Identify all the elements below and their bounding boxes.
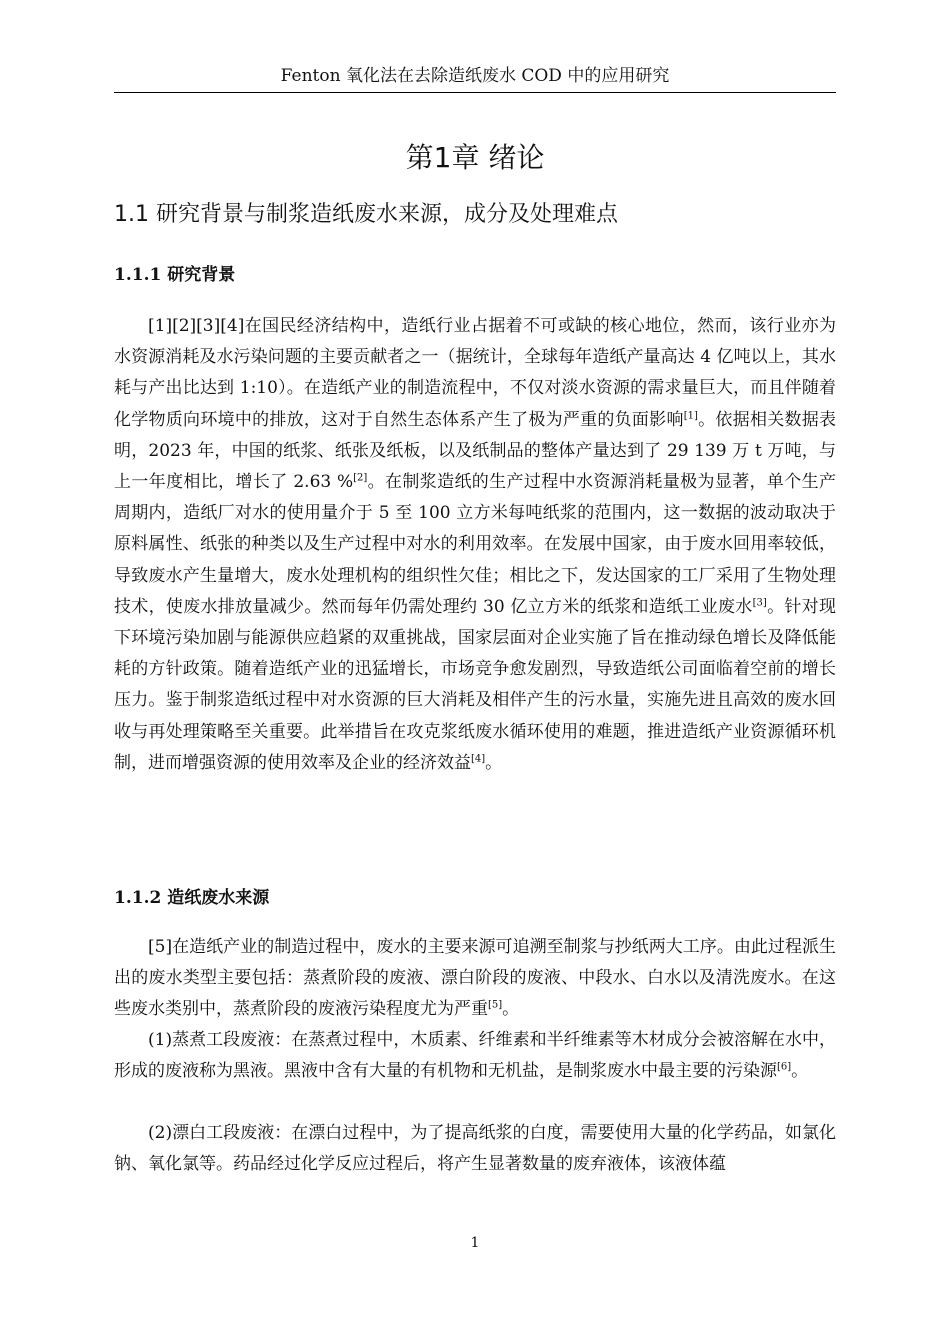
wastewater-sources-paragraph [114,932,836,1026]
paragraph-text [114,1118,836,1180]
paragraph-text-part: 。在制浆造纸的生产过程中水资源消耗量极为显著，单个生产周期内，造纸厂对水的使用量介于 5 至 100 立方米每吨纸浆的范围内，这一数据的波动取决于原料属性、纸张的种类以及生产过程中对水的利用效率。在发展中国家，由于废水回用率较低，导致废水产生量增大，废水处理机构的组织性欠佳；相比之下，发达国家的工厂采用了生物处理技术，使废水排放量减少。然而每年仍需处理约 30 亿立方米的纸浆和造纸工业废水 [114,472,836,617]
paragraph-text-part: 。依据相关数据表明，2023 年，中国的纸浆、纸张及纸板，以及纸制品的整体产量达到了 29 139 万 t 万吨，与上一年度相比，增长了 2.63 % [114,409,837,493]
paragraph-text-part: [5]在造纸产业的制造过程中，废水的主要来源可追溯至制浆与抄纸两大工序。由此过程派生出的废水类型主要包括：蒸煮阶段的废液、漂白阶段的废液、中段水、白水以及清洗废水。在这些废水类别中，蒸煮阶段的废液污染程度尤为严重 [114,937,836,1020]
paragraph-text-part: [1][2][3][4]在国民经济结构中，造纸行业占据着不可或缺的核心地位，然而，该行业亦为水资源消耗及水污染问题的主要贡献者之一（据统计，全球每年造纸产量高达 4 亿吨以上，其水耗与产出比达到 1:10）。在造纸产业的制造流程中，不仅对淡水资源的需求量巨大，而且伴随着化学物质向环境中的排放，这对于自然生态体系产生了极为严重的负面影响 [114,316,836,430]
research-background-paragraph [114,311,836,779]
paragraph-text-part: 。 [502,999,520,1020]
citation-reference: [6] [777,1061,792,1073]
bleaching-section-waste-liquid-paragraph [114,1118,836,1180]
chapter-title: 第1章 绪论 [405,141,545,174]
paragraph-text-part: 。针对现下环境污染加剧与能源供应趋紧的双重挑战，国家层面对企业实施了旨在推动绿色增长及降低能耗的方针政策。随着造纸产业的迅猛增长，市场竞争愈发剧烈，导致造纸公司面临着空前的增长压力。鉴于制浆造纸过程中对水资源的巨大消耗及相伴产生的污水量，实施先进且高效的废水回收与再处理策略至关重要。此举措旨在攻克浆纸废水循环使用的难题，推进造纸产业资源循环机制，进而增强资源的使用效率及企业的经济效益 [114,596,836,773]
paragraph-text-part: (2)漂白工段废液：在漂白过程中，为了提高纸浆的白度，需要使用大量的化学药品，如氯化钠、氧化氯等。药品经过化学反应过程后，将产生显著数量的废弃液体，该液体蕴 [114,1123,836,1175]
section-title: 1.1 研究背景与制浆造纸废水来源，成分及处理难点 [114,202,618,227]
citation-reference: [1] [683,409,698,421]
paragraph-text [114,311,836,779]
citation-reference: [4] [471,753,486,765]
cooking-section-waste-liquid-paragraph [114,1025,836,1087]
citation-reference: [3] [752,597,767,609]
paragraph-text-part: 。 [791,1061,809,1082]
paragraph-text [114,1025,836,1087]
citation-reference: [5] [488,999,503,1011]
subsection-title-research-background: 1.1.1 研究背景 [114,265,236,285]
page-number: 1 [470,1235,480,1251]
paragraph-text-part: (1)蒸煮工段废液：在蒸煮过程中，木质素、纤维素和半纤维素等木材成分会被溶解在水中，形成的废液称为黑液。黑液中含有大量的有机物和无机盐，是制浆废水中最主要的污染源 [114,1030,836,1082]
running-header: Fenton 氧化法在去除造纸废水 COD 中的应用研究 [114,62,836,93]
subsection-title-wastewater-sources: 1.1.2 造纸废水来源 [114,888,270,908]
paragraph-text [114,932,836,1026]
paragraph-text-part: 。 [485,752,503,773]
citation-reference: [2] [353,472,368,484]
